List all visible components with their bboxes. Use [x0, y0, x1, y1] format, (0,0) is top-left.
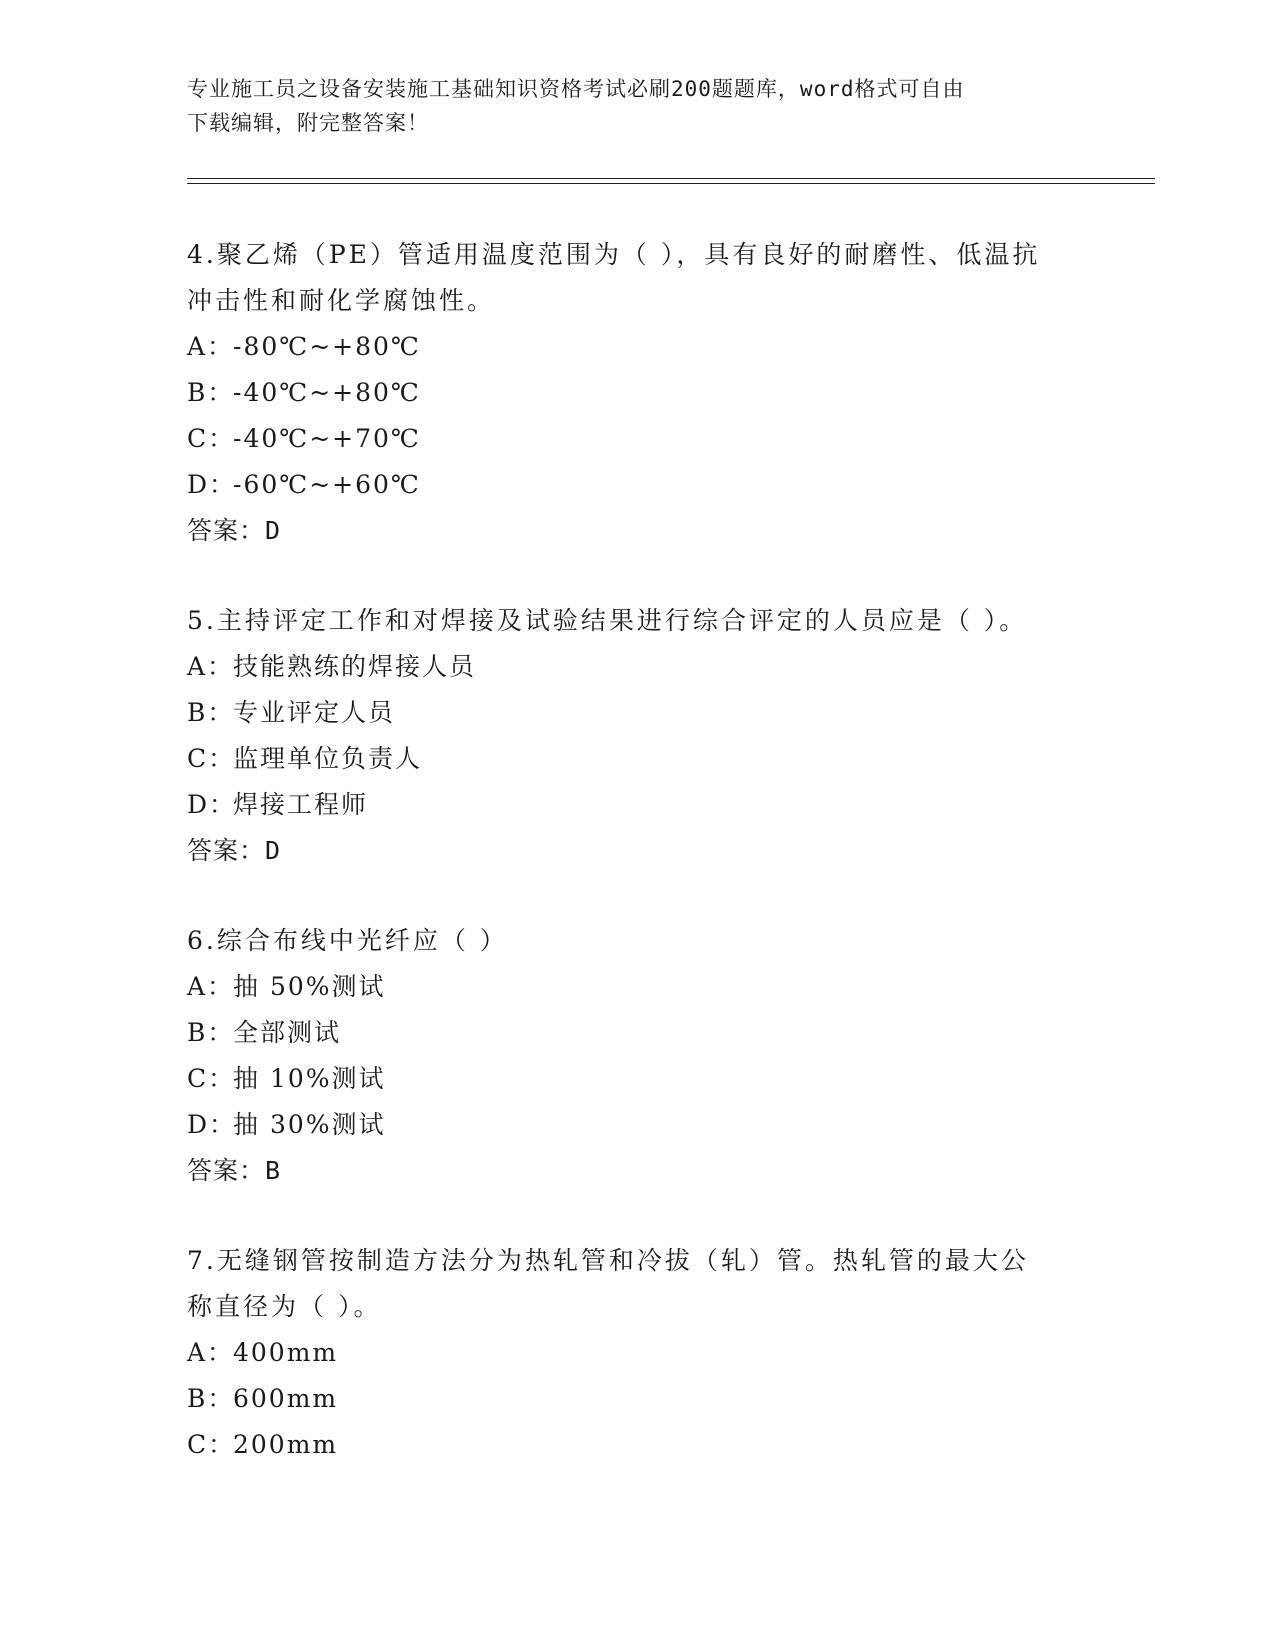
question-list	[187, 232, 1087, 1512]
option-text: -80℃~+80℃	[233, 332, 421, 361]
header-divider	[187, 178, 1155, 184]
option-label: C：	[187, 424, 236, 453]
document-header	[187, 72, 1067, 140]
option-d	[187, 1102, 1087, 1148]
option-text: 技能熟练的焊接人员	[233, 652, 477, 681]
option-b	[187, 690, 1087, 736]
option-label: A：	[187, 1338, 235, 1367]
option-text: 600mm	[233, 1384, 339, 1413]
question-5	[187, 598, 1087, 874]
option-label: C：	[187, 744, 236, 773]
question-stem-continued: 称直径为（ ）。	[187, 1292, 382, 1321]
header-line-1: 专业施工员之设备安装施工基础知识资格考试必刷200题题库，word格式可自由	[187, 77, 965, 101]
option-d	[187, 462, 1087, 508]
option-c	[187, 736, 1087, 782]
question-4	[187, 232, 1087, 554]
question-stem-continued: 冲击性和耐化学腐蚀性。	[187, 286, 496, 315]
question-stem: 4.聚乙烯（PE）管适用温度范围为（ ），具有良好的耐磨性、低温抗	[187, 240, 1041, 269]
option-label: C：	[187, 1430, 236, 1459]
answer: 答案：D	[187, 516, 282, 545]
option-label: B：	[187, 1384, 235, 1413]
option-label: C：	[187, 1064, 236, 1093]
option-a	[187, 964, 1087, 1010]
option-label: D：	[187, 470, 237, 499]
option-label: D：	[187, 790, 237, 819]
header-line-2: 下载编辑，附完整答案！	[187, 111, 429, 135]
option-c	[187, 1422, 1087, 1468]
option-label: A：	[187, 652, 235, 681]
option-label: B：	[187, 1018, 235, 1047]
option-label: D：	[187, 1110, 237, 1139]
option-text: -60℃~+60℃	[233, 470, 421, 499]
option-text: 抽 50%测试	[233, 972, 386, 1001]
option-text: 监理单位负责人	[233, 744, 423, 773]
option-b	[187, 1376, 1087, 1422]
option-d	[187, 782, 1087, 828]
option-label: A：	[187, 332, 235, 361]
option-label: B：	[187, 378, 235, 407]
answer: 答案：B	[187, 1156, 282, 1185]
question-stem: 7.无缝钢管按制造方法分为热轧管和冷拔（轧）管。热轧管的最大公	[187, 1246, 1029, 1275]
option-label: B：	[187, 698, 235, 727]
option-text: -40℃~+70℃	[233, 424, 421, 453]
option-text: 200mm	[233, 1430, 339, 1459]
option-b	[187, 370, 1087, 416]
question-7	[187, 1238, 1087, 1468]
option-a	[187, 644, 1087, 690]
option-text: 400mm	[233, 1338, 339, 1367]
question-stem: 6.综合布线中光纤应（ ）	[187, 926, 508, 955]
option-text: 焊接工程师	[233, 790, 369, 819]
option-text: 抽 10%测试	[233, 1064, 386, 1093]
question-stem: 5.主持评定工作和对焊接及试验结果进行综合评定的人员应是（ ）。	[187, 606, 1028, 635]
option-a	[187, 324, 1087, 370]
option-label: A：	[187, 972, 235, 1001]
option-text: 专业评定人员	[233, 698, 396, 727]
option-c	[187, 416, 1087, 462]
option-text: 抽 30%测试	[233, 1110, 386, 1139]
option-a	[187, 1330, 1087, 1376]
option-text: -40℃~+80℃	[233, 378, 421, 407]
option-c	[187, 1056, 1087, 1102]
option-b	[187, 1010, 1087, 1056]
option-text: 全部测试	[233, 1018, 342, 1047]
answer: 答案：D	[187, 836, 282, 865]
question-6	[187, 918, 1087, 1194]
